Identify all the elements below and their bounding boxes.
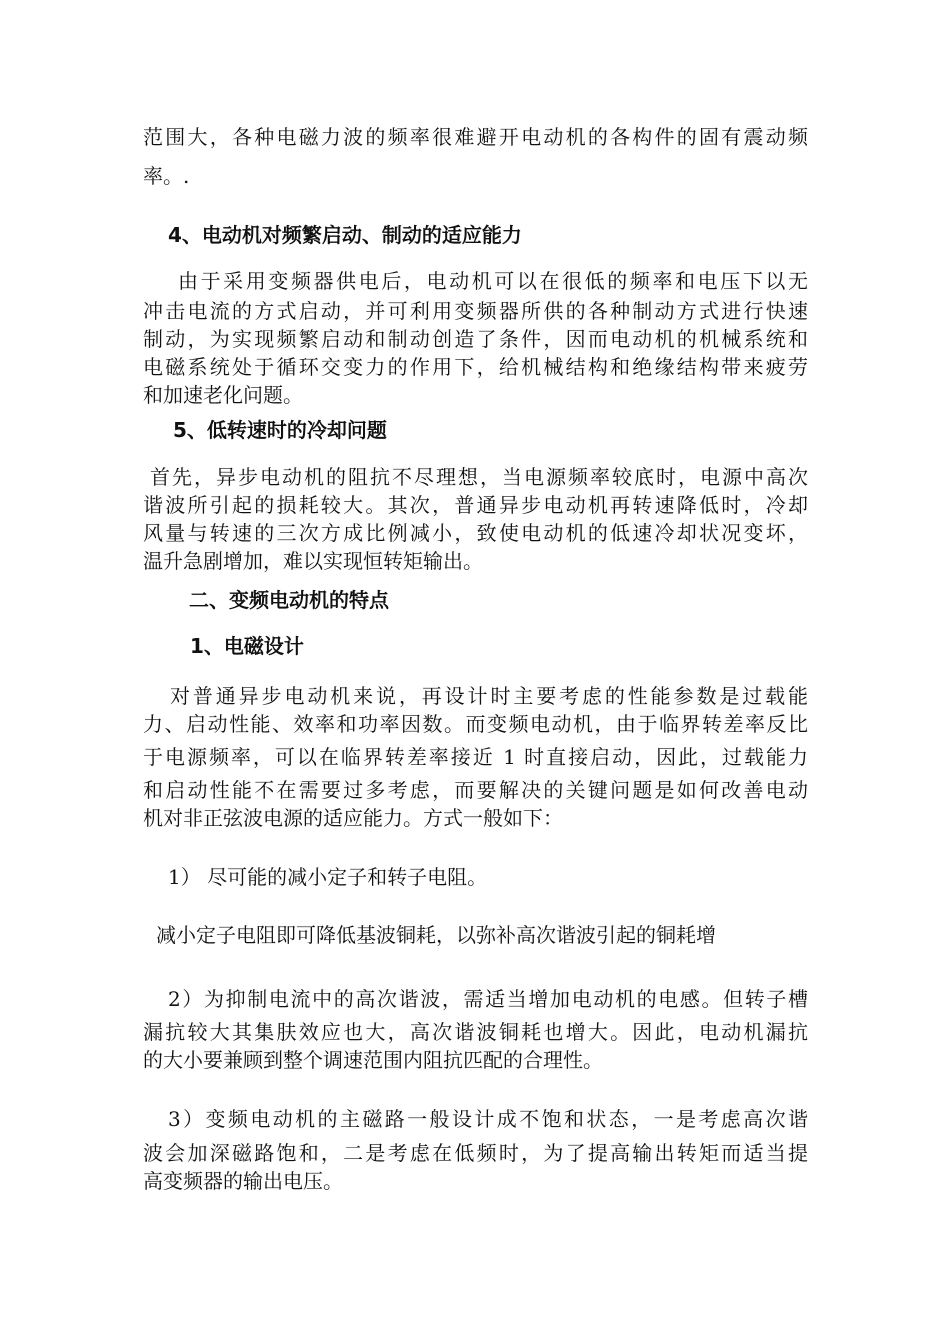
section-4-line-4: 电磁系统处于循环交变力的作用下，给机械结构和绝缘结构带来疲劳	[143, 355, 808, 379]
subsection-1-line-4: 和启动性能不在需要过多考虑，而要解决的关键问题是如何改善电动	[143, 778, 808, 802]
section-5-line-2: 谐波所引起的损耗较大。其次，普通异步电动机再转速降低时，冷却	[143, 493, 808, 517]
item-3-line-3: 高变频器的输出电压。	[143, 1169, 343, 1193]
subsection-1-line-3: 于电源频率，可以在临界转差率接近 1 时直接启动，因此，过载能力	[143, 745, 808, 769]
section-5-line-4: 温升急剧增加，难以实现恒转矩输出。	[143, 549, 483, 573]
section-4-heading: 4、电动机对频繁启动、制动的适应能力	[168, 223, 522, 247]
subsection-1-line-5: 机对非正弦波电源的适应能力。方式一般如下：	[143, 806, 563, 830]
item-1-note: 减小定子电阻即可降低基波铜耗，以弥补高次谐波引起的铜耗增	[156, 923, 716, 947]
item-3-line-2: 波会加深磁路饱和，二是考虑在低频时，为了提高输出转矩而适当提	[143, 1141, 808, 1165]
section-5-line-1: 首先，异步电动机的阻抗不尽理想，当电源频率较底时，电源中高次	[150, 465, 808, 489]
item-2-line-3: 的大小要兼顾到整个调速范围内阻抗匹配的合理性。	[143, 1048, 603, 1072]
intro-line-1: 范围大，各种电磁力波的频率很难避开电动机的各构件的固有震动频	[143, 125, 808, 149]
section-4-line-5: 和加速老化问题。	[143, 383, 303, 407]
section-5-line-3: 风量与转速的三次方成比例减小，致使电动机的低速冷却状况变坏，	[143, 521, 808, 545]
item-2-line-1: 2）为抑制电流中的高次谐波，需适当增加电动机的电感。但转子槽	[168, 987, 808, 1011]
subsection-1-heading: 1、电磁设计	[190, 634, 304, 658]
subsection-1-line-2: 力、启动性能、效率和功率因数。而变频电动机，由于临界转差率反比	[143, 712, 808, 736]
section-4-line-2: 冲击电流的方式启动，并可利用变频器所供的各种制动方式进行快速	[143, 299, 808, 323]
section-4-line-3: 制动，为实现频繁启动和制动创造了条件，因而电动机的机械系统和	[143, 327, 808, 351]
section-5-heading: 5、低转速时的冷却问题	[173, 418, 387, 442]
part-2-heading: 二、变频电动机的特点	[189, 588, 389, 612]
section-4-line-1: 由于采用变频器供电后，电动机可以在很低的频率和电压下以无	[178, 269, 808, 293]
subsection-1-line-1: 对普通异步电动机来说，再设计时主要考虑的性能参数是过载能	[170, 684, 808, 708]
item-3-line-1: 3）变频电动机的主磁路一般设计成不饱和状态，一是考虑高次谐	[168, 1107, 808, 1131]
intro-line-2: 率。.	[143, 164, 190, 188]
item-1: 1） 尽可能的减小定子和转子电阻。	[168, 865, 488, 889]
item-2-line-2: 漏抗较大其集肤效应也大，高次谐波铜耗也增大。因此，电动机漏抗	[143, 1020, 808, 1044]
